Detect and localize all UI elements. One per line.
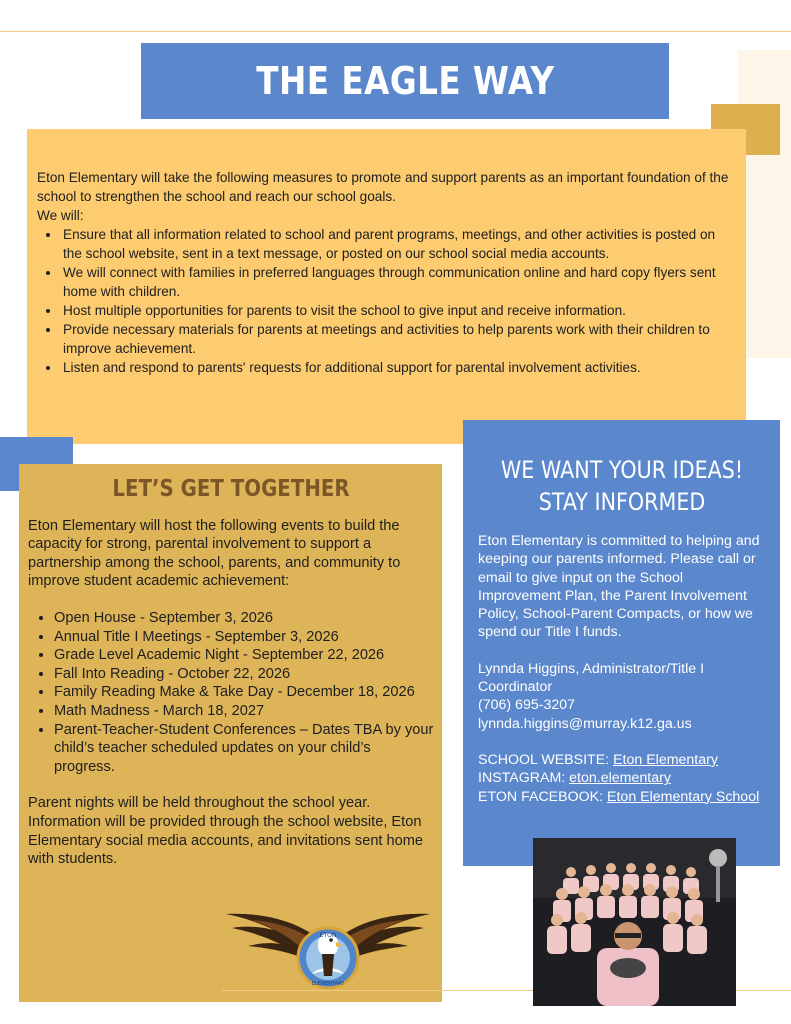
logo-ring-top-text: ETON xyxy=(319,932,337,939)
measures-intro: Eton Elementary will take the following measures to promote and support parents as an important foundation of the school to strengthen the school and reach our school goals. xyxy=(37,170,729,204)
events-list xyxy=(28,609,434,776)
instagram-line xyxy=(478,769,766,787)
ideas-heading xyxy=(498,454,746,518)
ideas-section xyxy=(463,420,780,866)
ideas-heading-line2: STAY INFORMED xyxy=(538,488,706,516)
list-item: • Open House - September 3, 2026 xyxy=(54,609,434,628)
contact-email: lynnda.higgins@murray.k12.ga.us xyxy=(478,715,692,732)
list-item: • We will connect with families in preferred languages through communication online and hard copy flyers sent home with children. xyxy=(61,263,732,301)
measures-section xyxy=(27,129,746,444)
ideas-heading-line1: WE WANT YOUR IDEAS! xyxy=(500,456,744,484)
list-item: • Listen and respond to parents' requests for additional support for parental involvement activities. xyxy=(61,358,732,377)
ideas-body: Eton Elementary is committed to helping and keeping our parents informed. Please call or email to give input on the School Improvement Plan, the Parent Involvement Policy, School-Parent Compacts, or how we spend our Title I funds. xyxy=(478,533,760,641)
events-intro: Eton Elementary will host the following events to build the capacity for strong, parental involvement to support a partnership among the school, parents, and community to improve student academic achievement: xyxy=(28,517,401,590)
list-item: • Math Madness - March 18, 2027 xyxy=(54,702,434,721)
instagram-link[interactable]: eton.elementary xyxy=(569,770,671,787)
list-item: • Provide necessary materials for parents at meetings and activities to help parents work with their children to improve achievement. xyxy=(61,320,732,358)
list-item: • Family Reading Make & Take Day - December 18, 2026 xyxy=(54,683,434,702)
list-item: • Parent-Teacher-Student Conferences – Dates TBA by your child’s teacher scheduled updates on your child’s progress. xyxy=(54,721,434,777)
contact-name: Lynnda Higgins, Administrator/Title I Coordinator xyxy=(478,660,705,696)
website-label: SCHOOL WEBSITE: xyxy=(478,751,614,768)
we-will-label: We will: xyxy=(37,208,84,223)
facebook-link[interactable]: Eton Elementary School xyxy=(607,788,760,805)
website-link[interactable]: Eton Elementary xyxy=(613,751,718,768)
list-item: • Annual Title I Meetings - September 3, 2026 xyxy=(54,628,434,647)
facebook-line xyxy=(478,788,766,806)
contact-phone: (706) 695-3207 xyxy=(478,697,576,714)
list-item: • Fall Into Reading - October 22, 2026 xyxy=(54,665,434,684)
events-heading: LET’S GET TOGETHER xyxy=(112,476,350,502)
page-title: THE EAGLE WAY xyxy=(255,59,555,103)
eagle-logo xyxy=(222,904,434,996)
website-line xyxy=(478,751,766,769)
list-item: • Ensure that all information related to school and parent programs, meetings, and other activities is posted on the school website, sent in a text message, or posted on our school social media accounts. xyxy=(61,225,732,263)
group-photo xyxy=(533,838,736,1006)
top-divider xyxy=(0,31,791,32)
list-item: • Host multiple opportunities for parents to visit the school to give input and receive information. xyxy=(61,301,732,320)
list-item: • Grade Level Academic Night - September 22, 2026 xyxy=(54,646,434,665)
facebook-label: ETON FACEBOOK: xyxy=(478,788,608,805)
events-closing: Parent nights will be held throughout the school year. Information will be provided through the school website, Eton Elementary social media accounts, and invitations sent home with students. xyxy=(28,795,424,868)
instagram-label: INSTAGRAM: xyxy=(478,770,570,787)
logo-ring-bottom-text: ELEMENTARY xyxy=(311,981,345,987)
title-banner xyxy=(141,43,669,119)
measures-list xyxy=(37,225,732,377)
